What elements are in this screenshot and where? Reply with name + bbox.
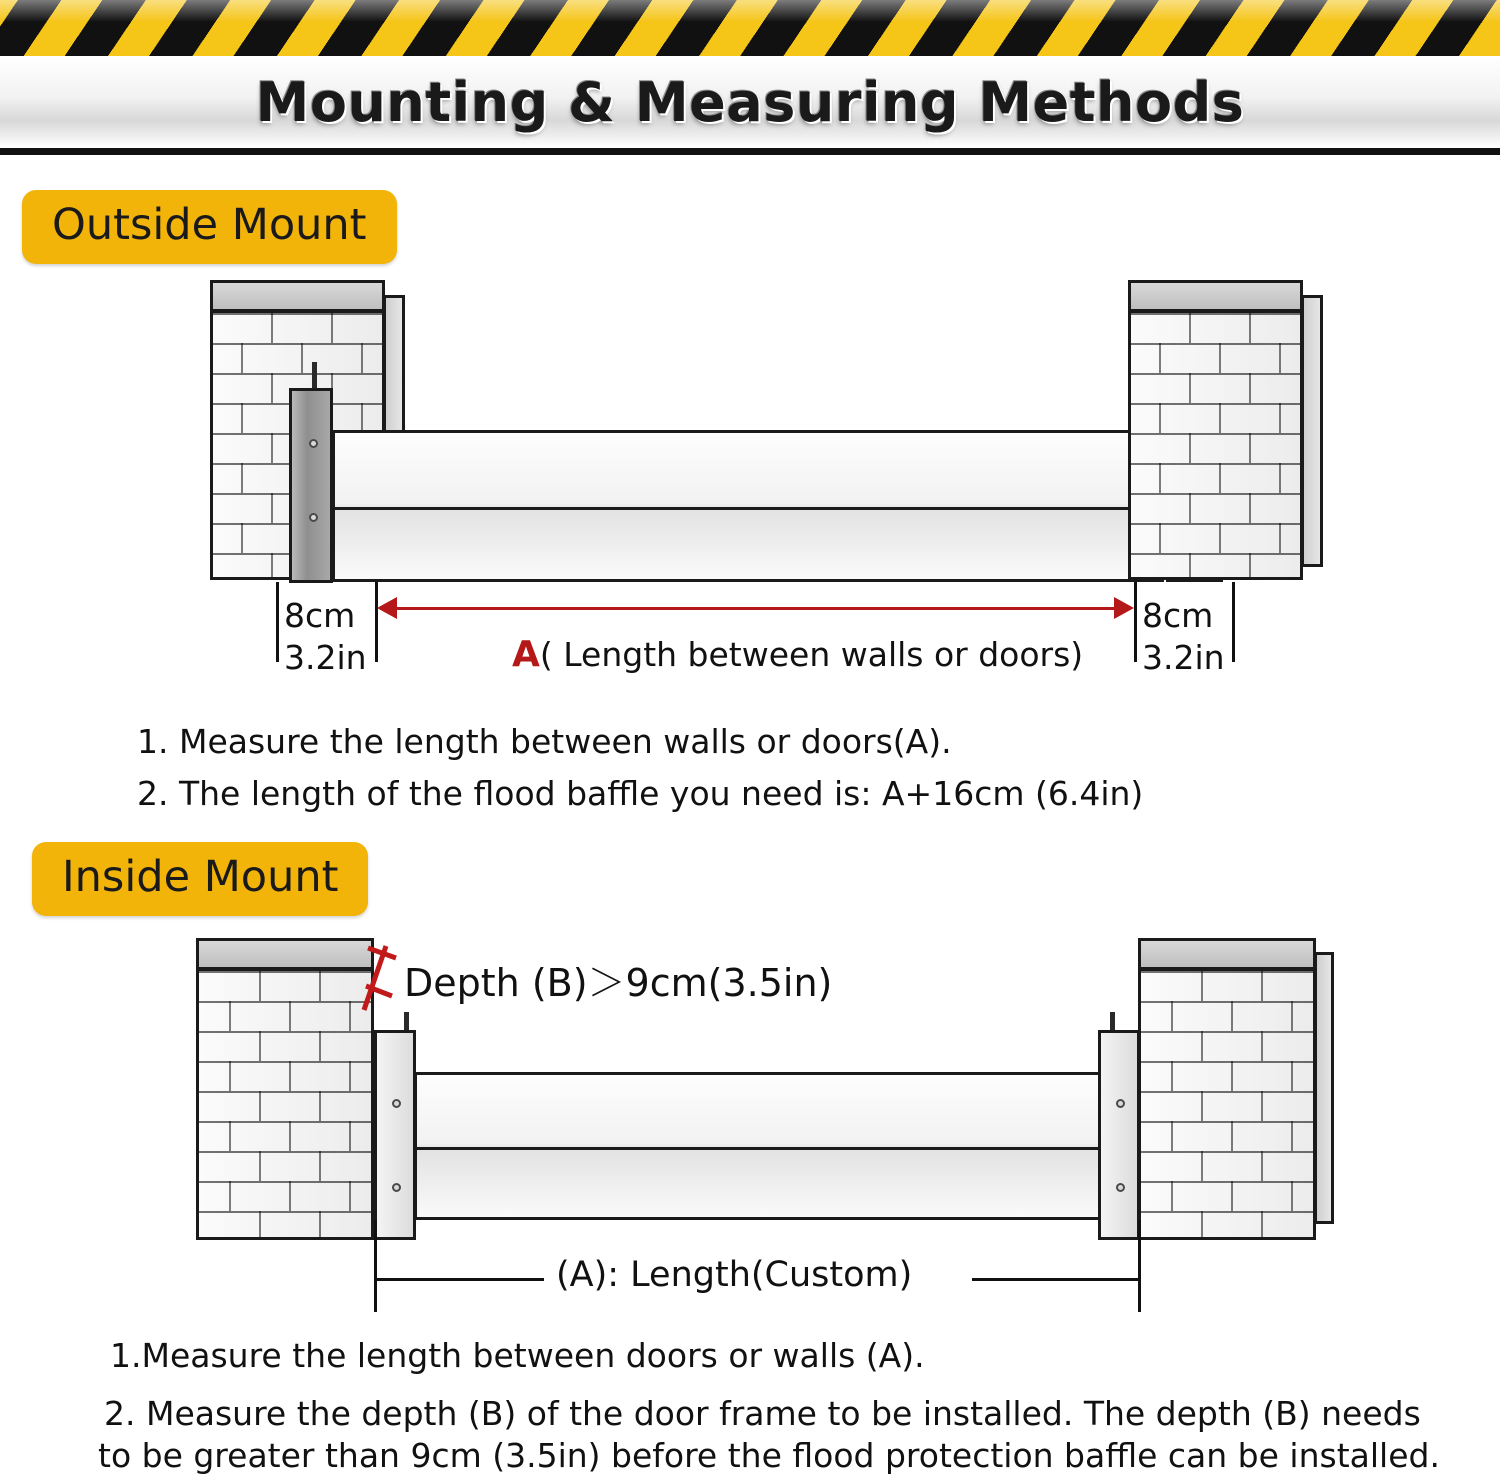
span-letter-A: A( Length between walls or doors) (512, 634, 1084, 675)
inside-length-tick-right (1138, 1220, 1141, 1312)
left-margin-label-in: 3.2in (284, 638, 367, 677)
inside-length-rule-right (972, 1278, 1138, 1281)
inside-step-1: 1.Measure the length between doors or walls (A). (110, 1336, 925, 1375)
inside-step-2-line1: 2. Measure the depth (B) of the door frame to be installed. The depth (B) needs (104, 1394, 1421, 1433)
flood-baffle-panel (332, 430, 1164, 582)
inside-length-tick-left (374, 1220, 377, 1312)
title-bar (0, 56, 1500, 155)
inside-left-mount-bracket (374, 1030, 416, 1240)
inside-left-pillar-brick-face (196, 968, 374, 1240)
right-margin-tick-outer (1232, 582, 1235, 662)
right-margin-label-in: 3.2in (1142, 638, 1225, 677)
inside-length-rule-left (374, 1278, 544, 1281)
page-title: Mounting & Measuring Methods (255, 70, 1245, 134)
section-label-inside-mount: Inside Mount (32, 842, 368, 916)
left-pillar-top (210, 280, 385, 312)
left-margin-tick-outer (276, 582, 279, 662)
outside-step-2: 2. The length of the flood baffle you need is: A+16cm (6.4in) (137, 774, 1144, 813)
inside-step-2-line2: to be greater than 9cm (3.5in) before the flood protection baffle can be installed. (98, 1436, 1440, 1475)
hazard-stripe (0, 0, 1500, 59)
inside-right-pillar-brick-face (1138, 968, 1316, 1240)
inside-right-mount-bracket (1098, 1030, 1140, 1240)
left-margin-tick-inner (375, 582, 378, 662)
inside-right-pillar-top (1138, 938, 1316, 970)
left-margin-label-cm: 8cm (284, 596, 356, 635)
depth-requirement-label: Depth (B)＞9cm(3.5in) (404, 961, 833, 1005)
inside-length-label: (A): Length(Custom) (556, 1255, 913, 1295)
hazard-stripe-gloss (0, 0, 1500, 22)
outside-step-1: 1. Measure the length between walls or doors(A). (137, 722, 952, 761)
right-pillar-brick-face (1128, 310, 1303, 580)
right-margin-tick-inner (1134, 582, 1137, 662)
span-arrow-head-left (377, 597, 397, 619)
inside-flood-baffle-panel (414, 1072, 1106, 1220)
span-label-text: ( Length between walls or doors) (539, 635, 1084, 674)
header-banner (0, 0, 1500, 160)
span-arrow-line (390, 607, 1116, 610)
right-pillar-top (1128, 280, 1303, 312)
inside-right-pillar-side (1314, 952, 1334, 1224)
section-label-outside-mount: Outside Mount (22, 190, 397, 264)
right-margin-label-cm: 8cm (1142, 596, 1214, 635)
span-arrow-head-right (1114, 597, 1134, 619)
left-mount-bracket (289, 388, 333, 583)
inside-left-pillar-top (196, 938, 374, 970)
right-pillar-side (1301, 295, 1323, 567)
